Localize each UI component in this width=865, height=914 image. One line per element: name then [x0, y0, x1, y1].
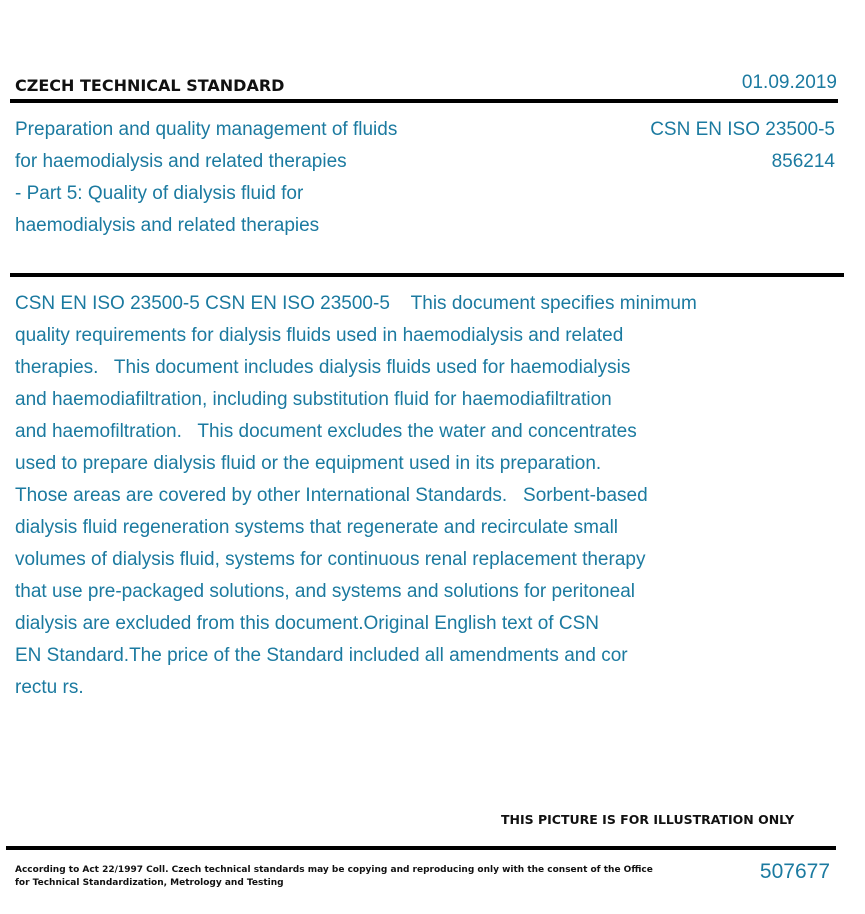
description-line: used to prepare dialysis fluid or the equipment used in its preparation. — [15, 453, 602, 474]
copyright-line: for Technical Standardization, Metrology and Testing — [15, 878, 284, 888]
title-line: for haemodialysis and related therapies — [15, 151, 347, 172]
standard-description — [15, 288, 815, 704]
description-line: therapies. This document includes dialysis fluids used for haemodialysis — [15, 357, 631, 378]
middle-divider — [10, 273, 844, 277]
standard-type-label: CZECH TECHNICAL STANDARD — [15, 76, 285, 95]
description-line: rectu rs. — [15, 677, 84, 698]
description-line: Those areas are covered by other International Standards. Sorbent-based — [15, 485, 648, 506]
top-divider — [10, 99, 838, 103]
copyright-line: According to Act 22/1997 Coll. Czech technical standards may be copying and reproducing only with the consent of the Office — [15, 865, 653, 875]
description-line: dialysis fluid regeneration systems that regenerate and recirculate small — [15, 517, 619, 538]
description-line: dialysis are excluded from this document.Original English text of CSN — [15, 613, 599, 634]
standard-title — [15, 114, 485, 242]
copyright-notice — [15, 864, 653, 890]
title-line: Preparation and quality management of fluids — [15, 119, 398, 140]
description-line: that use pre-packaged solutions, and systems and solutions for peritoneal — [15, 581, 635, 602]
standard-codes — [650, 114, 835, 178]
description-line: CSN EN ISO 23500-5 CSN EN ISO 23500-5 This document specifies minimum — [15, 293, 697, 314]
description-line: volumes of dialysis fluid, systems for continuous renal replacement therapy — [15, 549, 646, 570]
title-line: - Part 5: Quality of dialysis fluid for — [15, 183, 304, 204]
bottom-divider — [6, 846, 836, 850]
description-line: and haemodiafiltration, including substitution fluid for haemodiafiltration — [15, 389, 612, 410]
classification-code: 856214 — [771, 151, 835, 172]
standard-number: CSN EN ISO 23500-5 — [650, 119, 835, 140]
description-line: EN Standard.The price of the Standard included all amendments and cor — [15, 645, 628, 666]
title-line: haemodialysis and related therapies — [15, 215, 320, 236]
document-id: 507677 — [759, 860, 830, 883]
illustration-notice: THIS PICTURE IS FOR ILLUSTRATION ONLY — [501, 812, 795, 827]
description-line: and haemofiltration. This document excludes the water and concentrates — [15, 421, 637, 442]
publication-date: 01.09.2019 — [741, 72, 837, 93]
description-line: quality requirements for dialysis fluids used in haemodialysis and related — [15, 325, 624, 346]
